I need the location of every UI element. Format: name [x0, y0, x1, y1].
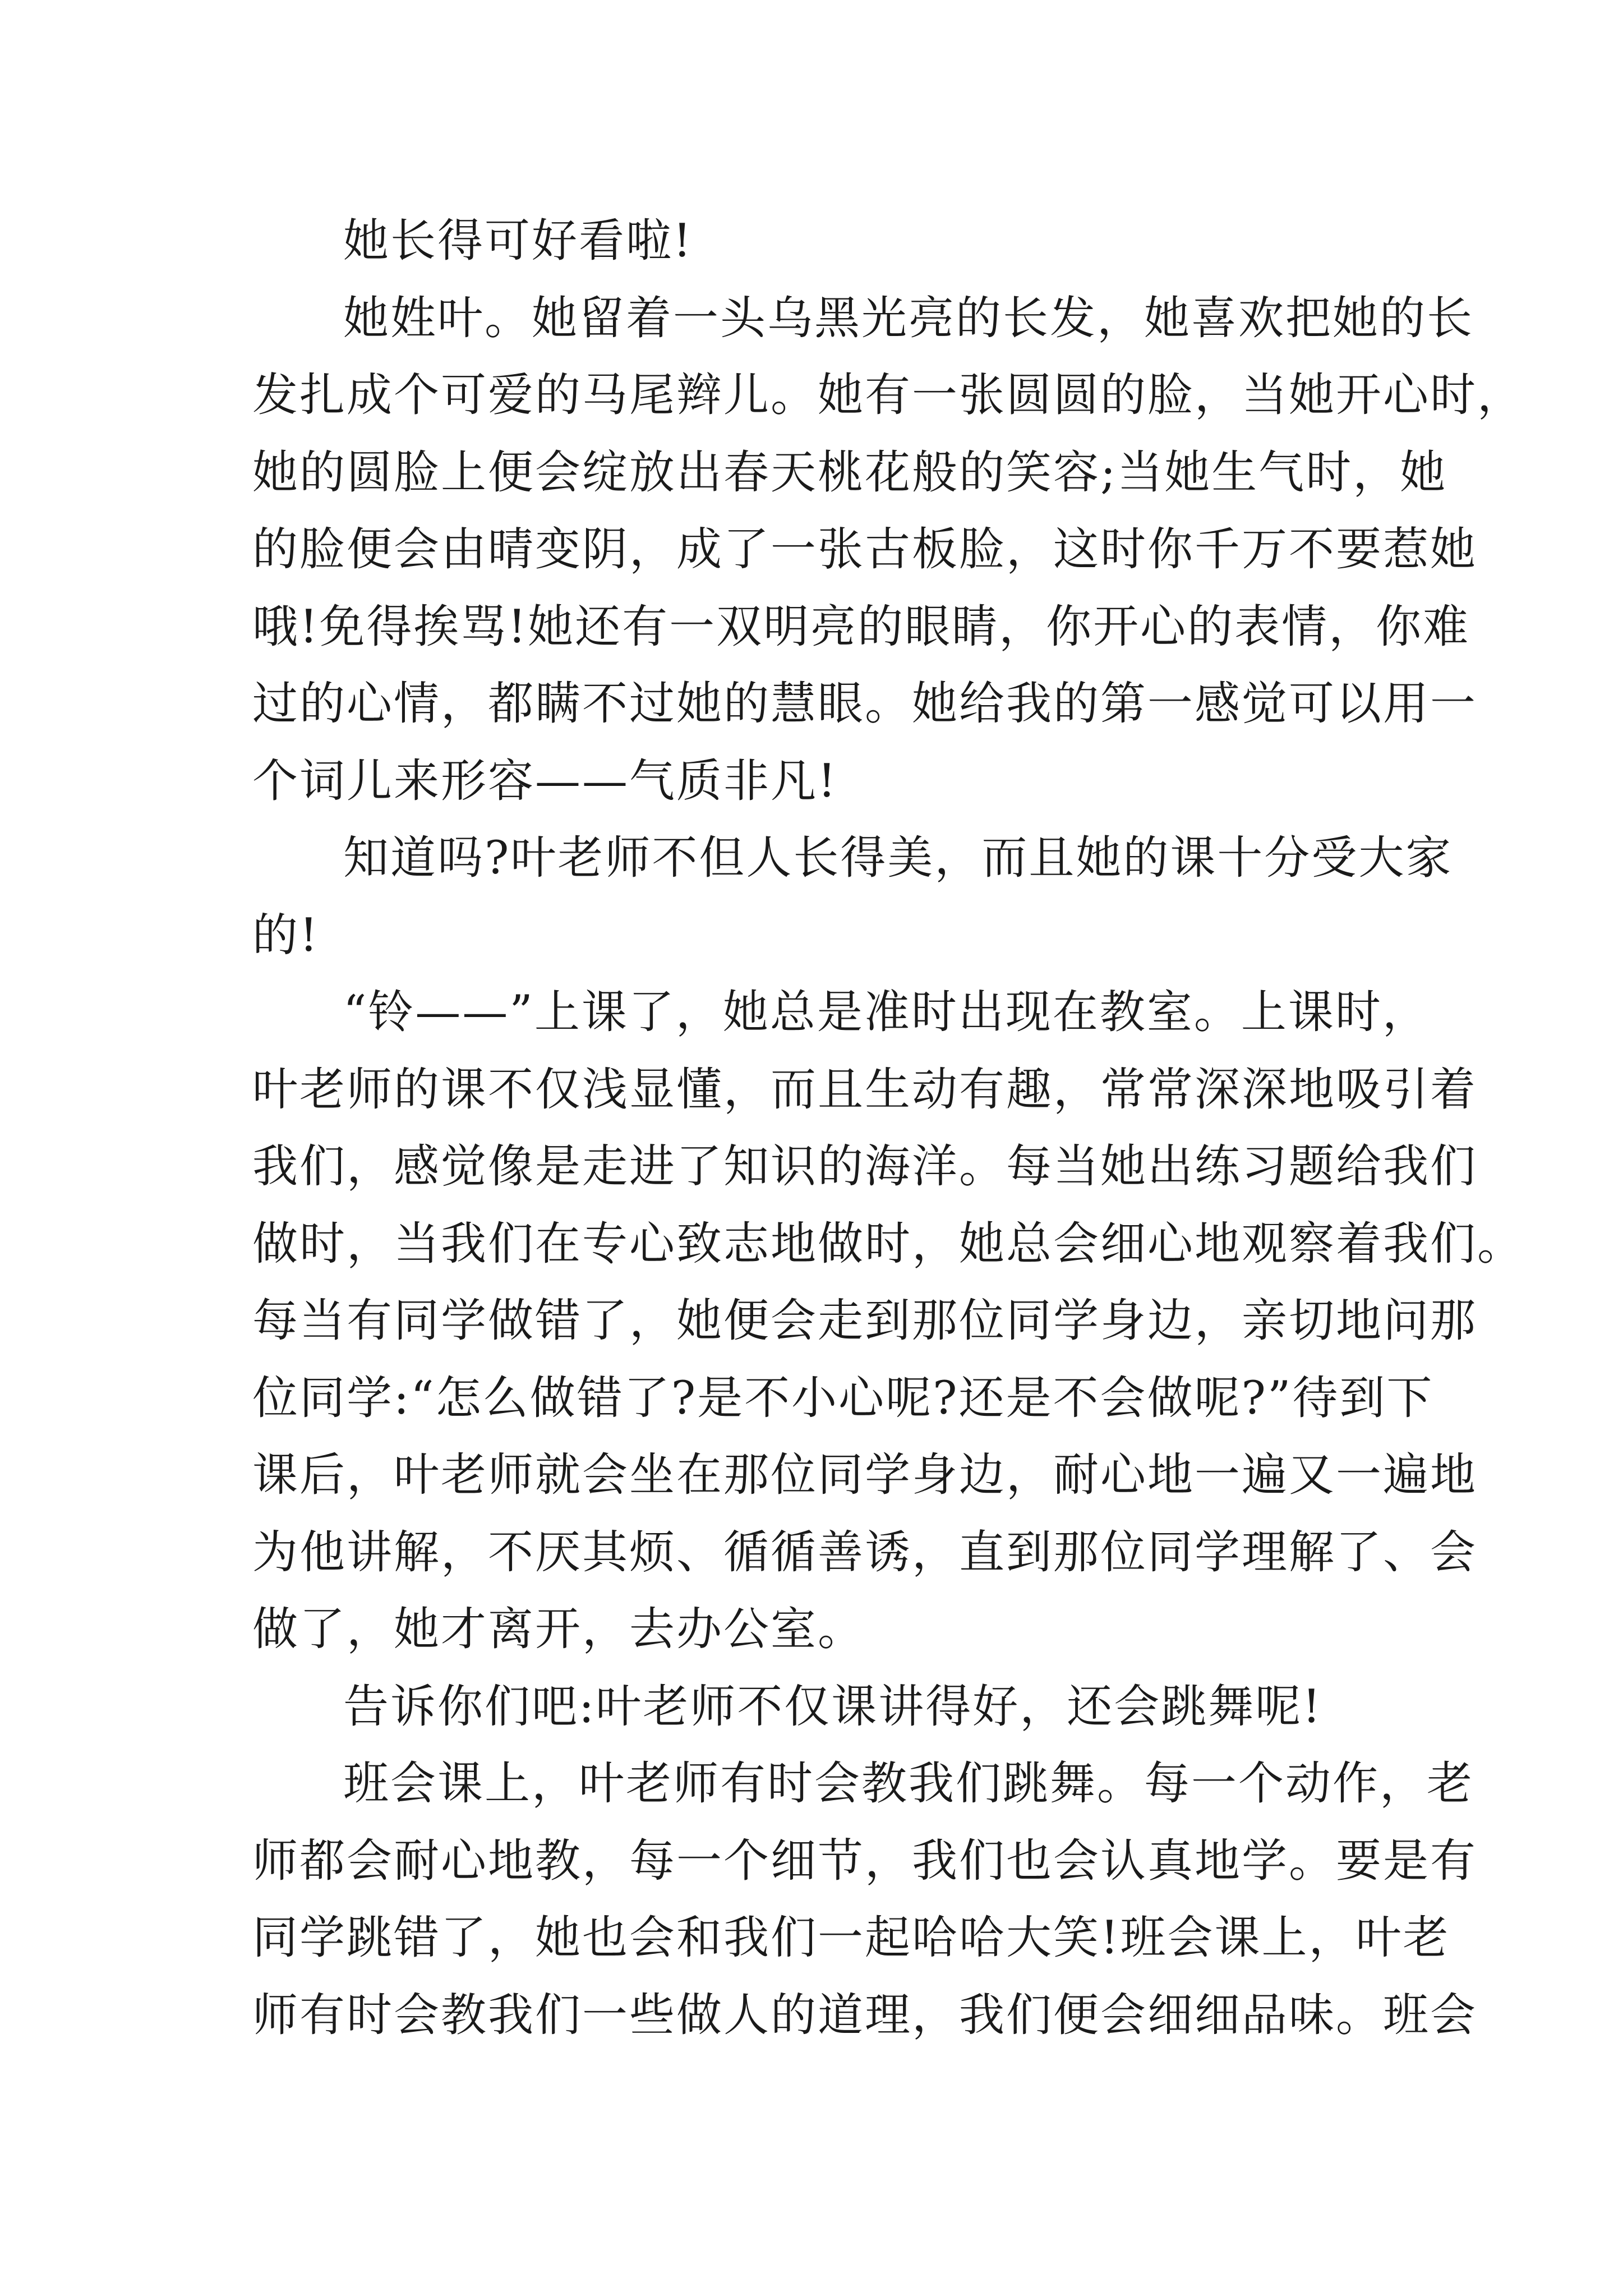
text-line: 做了，她才离开，去办公室。	[252, 1603, 865, 1656]
text-line: 她长得可好看啦!	[343, 215, 693, 268]
text-line: 叶老师的课不仅浅显懂，而且生动有趣，常常深深地吸引着	[252, 1063, 1478, 1116]
text-line: 我们，感觉像是走进了知识的海洋。每当她出练习题给我们	[252, 1140, 1478, 1193]
text-line: 师都会耐心地教，每一个细节，我们也会认真地学。要是有	[252, 1834, 1478, 1888]
text-line: 每当有同学做错了，她便会走到那位同学身边，亲切地问那	[252, 1295, 1478, 1347]
text-line: 班会课上，叶老师有时会教我们跳舞。每一个动作，老	[343, 1757, 1474, 1810]
text-line: 她的圆脸上便会绽放出春天桃花般的笑容;当她生气时，她	[252, 446, 1447, 499]
text-line: 同学跳错了，她也会和我们一起哈哈大笑!班会课上，叶老	[252, 1912, 1450, 1964]
text-line: 做时，当我们在专心致志地做时，她总会细心地观察着我们。	[252, 1217, 1525, 1271]
text-line: 个词儿来形容——气质非凡!	[252, 754, 838, 808]
text-line: 她姓叶。她留着一头乌黑光亮的长发，她喜欢把她的长	[343, 292, 1474, 345]
text-line: 告诉你们吧:叶老师不仅课讲得好，还会跳舞呢!	[343, 1680, 1322, 1733]
text-line: “铃——”上课了，她总是准时出现在教室。上课时，	[343, 986, 1430, 1039]
text-line: 哦!免得挨骂!她还有一双明亮的眼睛，你开心的表情，你难	[252, 600, 1470, 654]
text-line: 的!	[252, 909, 320, 962]
text-line: 课后，叶老师就会坐在那位同学身边，耐心地一遍又一遍地	[252, 1449, 1478, 1502]
text-line: 为他讲解，不厌其烦、循循善诱，直到那位同学理解了、会	[252, 1526, 1478, 1579]
text-line: 师有时会教我们一些做人的道理，我们便会细细品味。班会	[252, 1989, 1478, 2042]
text-line: 位同学:“怎么做错了?是不小心呢?还是不会做呢?”待到下	[252, 1372, 1434, 1425]
text-line: 发扎成个可爱的马尾辫儿。她有一张圆圆的脸，当她开心时，	[252, 369, 1525, 422]
document-body	[252, 203, 1525, 2054]
text-line: 的脸便会由晴变阴，成了一张古板脸，这时你千万不要惹她	[252, 523, 1478, 576]
text-line: 过的心情，都瞒不过她的慧眼。她给我的第一感觉可以用一	[252, 678, 1478, 730]
text-line: 知道吗?叶老师不但人长得美，而且她的课十分受大家	[343, 832, 1453, 885]
